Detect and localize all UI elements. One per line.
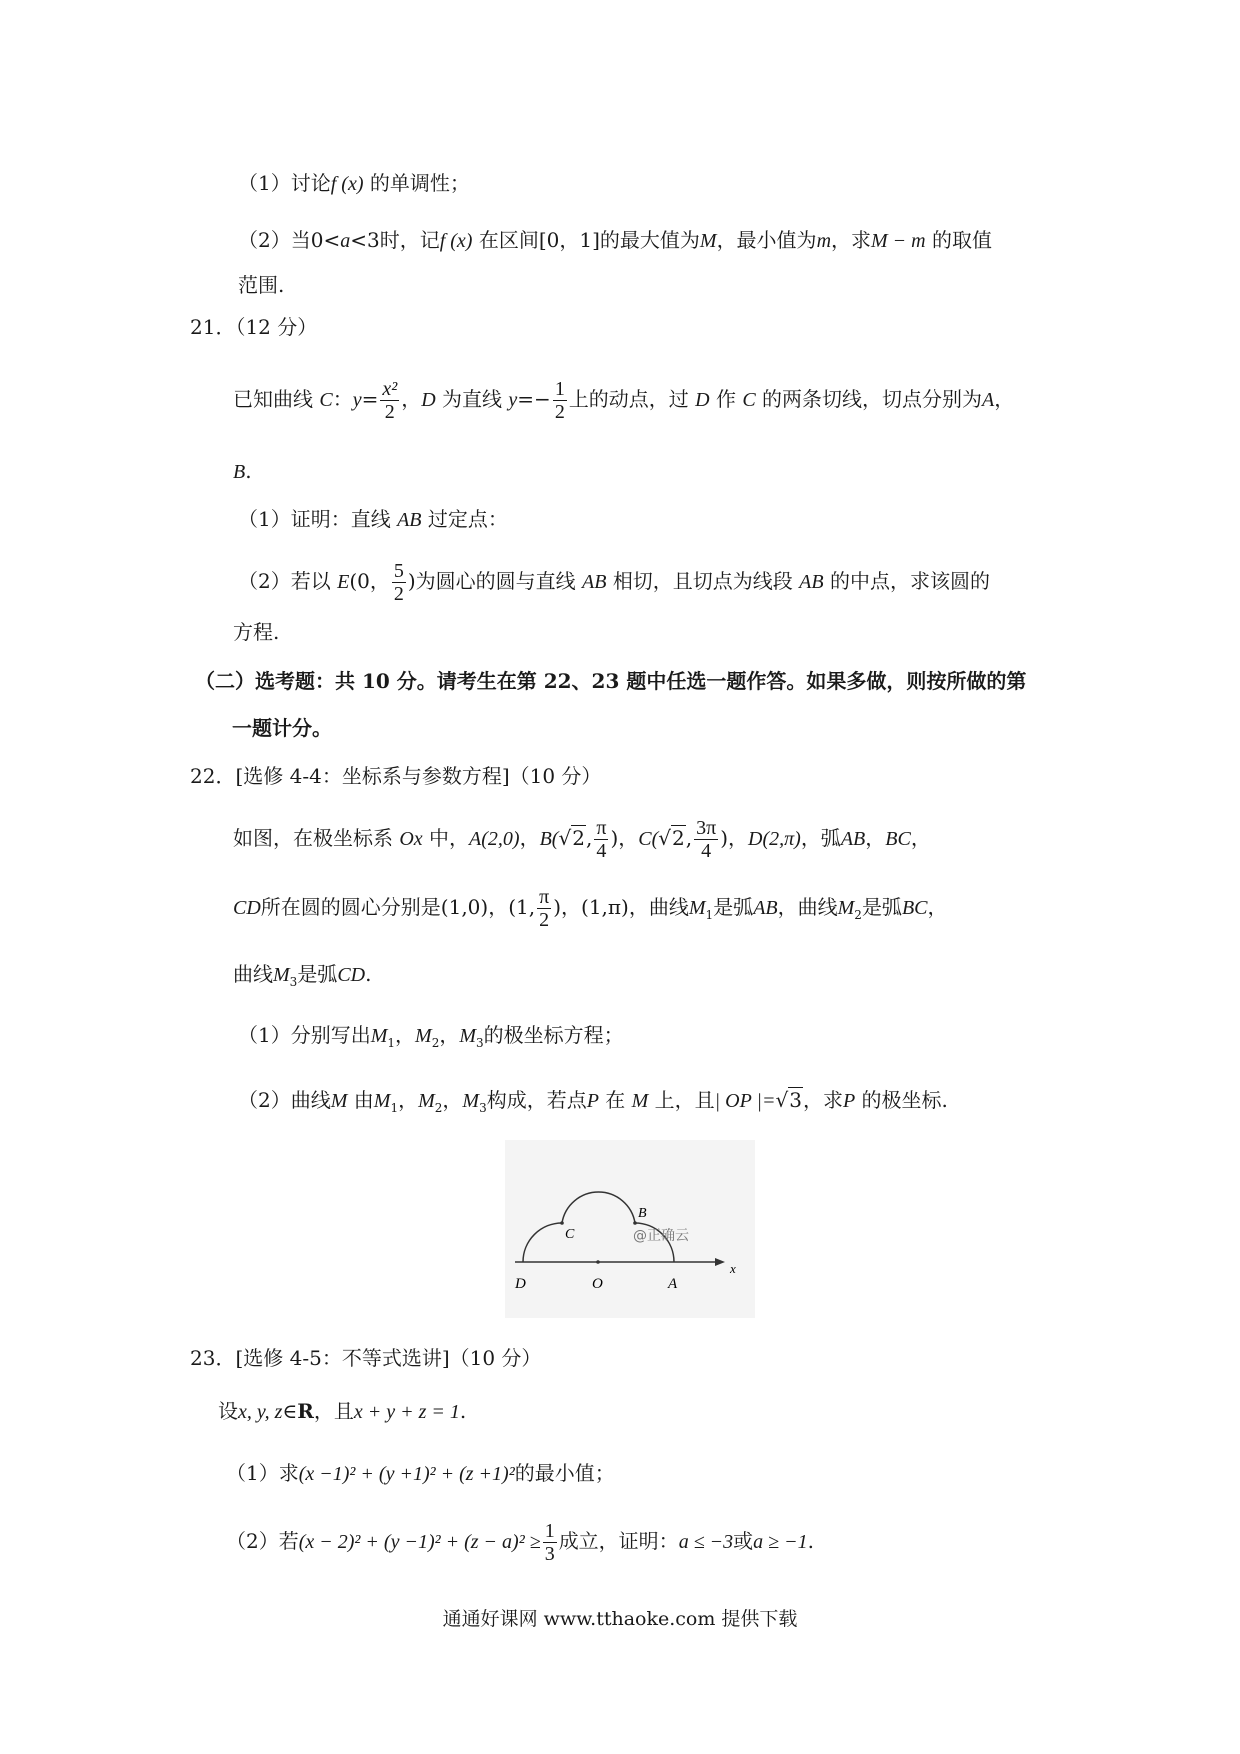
label-c: C (565, 1227, 575, 1242)
q23-part2: （2）若(x − 2)² + (y −1)² + (z − a)² ≥ $\frac{1}{3}$ 成立，证明：a ≤ −3或a ≥ −1. (226, 1520, 815, 1565)
section-2-line1: （二）选考题：共 10 分。请考生在第 22、23 题中任选一题作答。如果多做，则按所做的第 (195, 669, 1027, 693)
figure-svg (505, 1140, 755, 1318)
label-o: O (592, 1276, 603, 1292)
fraction: $\frac{\pi}{2}$ (539, 886, 550, 931)
fraction: $\frac{1}{3}$ (544, 1520, 555, 1565)
q20-part2-cont: 范围. (238, 273, 285, 297)
q21-part2-cont: 方程. (233, 620, 280, 644)
q23-header: 23．[选修 4-5：不等式选讲]（10 分） (190, 1346, 542, 1370)
point-b (633, 1221, 637, 1225)
arc-cd (523, 1223, 562, 1262)
q23-part1: （1）求(x −1)² + (y +1)² + (z +1)²的最小值； (226, 1461, 615, 1485)
section-2-line2: 一题计分。 (232, 716, 332, 740)
arc-bc (562, 1192, 635, 1223)
fraction: $\frac{3\pi}{4}$ (696, 817, 717, 862)
q22-part2: （2）曲线M 由$M_1$，$M_2$，$M_3$构成，若点P 在 M 上，且| OP |=√3，求P 的极坐标. (238, 1088, 948, 1115)
q21-part1: （1）证明：直线 AB 过定点： (238, 507, 508, 531)
q21-stem: 已知曲线 C：y= $\frac{\text{x²}}{2}$ ，D 为直线 y=− $\frac{1}{2}$ 上的动点，过 D 作 C 的两条切线，切点分别为A， (233, 378, 1015, 423)
label-d: D (515, 1276, 526, 1292)
label-b: B (638, 1206, 647, 1221)
q21-stem-cont: B. (233, 459, 252, 483)
watermark: @正确云 (633, 1228, 689, 1244)
fraction: $\frac{\pi}{4}$ (596, 817, 607, 862)
point-o (596, 1260, 600, 1264)
q23-stem: 设x, y, z∈R，且x + y + z = 1. (218, 1399, 467, 1423)
q22-stem-line2: CD所在圆的圆心分别是(1,0)，(1, $\frac{\pi}{2}$ )，(1,π)，曲线$M_1$是弧AB，曲线$M_2$是弧BC， (233, 886, 948, 931)
q22-part1: （1）分别写出$M_1$，$M_2$，$M_3$的极坐标方程； (238, 1023, 624, 1050)
q21-part2: （2）若以 E(0， $\frac{5}{2}$ )为圆心的圆与直线 AB 相切，且切点为线段 AB 的中点，求该圆的 (238, 560, 990, 605)
point-c (560, 1221, 564, 1225)
q21-header: 21．（12 分） (190, 315, 318, 339)
q22-header: 22．[选修 4-4：坐标系与参数方程]（10 分） (190, 764, 602, 788)
x-axis-arrow (715, 1258, 725, 1266)
q20-part1: （1）讨论f (x) 的单调性； (238, 171, 470, 195)
q22-stem-line1: 如图，在极坐标系 Ox 中，A(2,0)，B(√2, $\frac{\pi}{4}$ )，C(√2, $\frac{3\pi}{4}$ )，D(2,π)，弧AB，BC， (233, 817, 931, 862)
label-x: x (730, 1261, 736, 1276)
fraction: $\frac{5}{2}$ (393, 560, 404, 605)
q20-part2: （2）当0<a<3时，记f (x) 在区间[0，1]的最大值为M，最小值为m，求M − m 的取值 (238, 228, 992, 252)
footer-text: 通通好课网 www.tthaoke.com 提供下载 (442, 1608, 798, 1630)
fraction: $\frac{\text{x²}}{2}$ (382, 378, 398, 423)
label-a: A (668, 1276, 678, 1292)
q22-stem-line3: 曲线$M_3$是弧CD. (233, 962, 372, 989)
fraction: $\frac{1}{2}$ (554, 378, 565, 423)
polar-curve-figure (505, 1140, 755, 1318)
